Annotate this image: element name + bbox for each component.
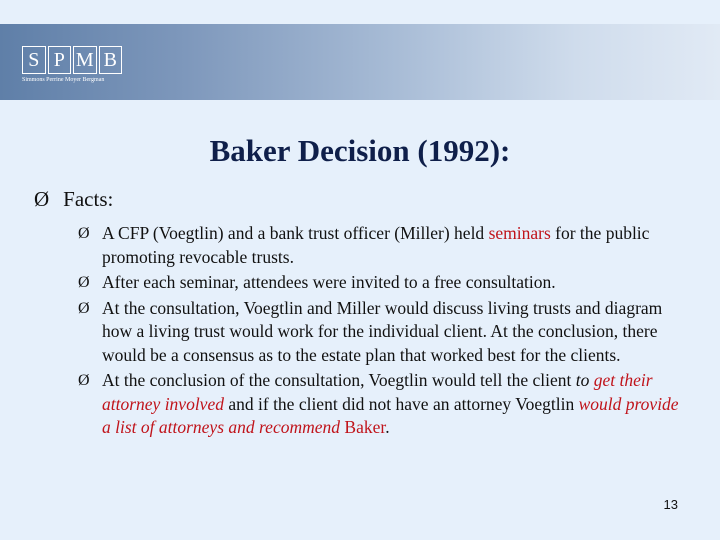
bullet-arrow-icon: Ø (78, 225, 90, 242)
logo-letter: S (22, 46, 46, 74)
sub-bullet (78, 297, 688, 368)
text-run: . (385, 417, 390, 437)
italic-text: to (575, 370, 594, 390)
sub-bullet (78, 271, 688, 295)
bullet-arrow-icon: Ø (78, 299, 90, 317)
highlight-text: seminars (488, 223, 551, 243)
highlight-text: would provide a list of attorneys and recommend (102, 393, 679, 437)
slide-title (0, 133, 720, 169)
text-run: for the public promoting revocable trusts. (102, 223, 650, 267)
page-number: 13 (663, 497, 678, 512)
slide-title-text: Baker Decision (1992): (209, 133, 511, 168)
highlight-text: get their attorney involved (102, 370, 653, 414)
highlight-text: Baker (344, 417, 386, 437)
bullet-arrow-icon: Ø (34, 187, 50, 211)
logo-subtitle: Simmons Perrine Moyer Bergman (22, 77, 105, 83)
text-run: At the conclusion of the consultation, Voegtlin would tell the client (102, 370, 576, 390)
sub-bullet (78, 222, 688, 269)
bullet-level1-text: Facts: (63, 187, 114, 211)
sub-bullet-text: After each seminar, attendees were invited to a free consultation. (102, 272, 556, 292)
text-run: A CFP (Voegtlin) and a bank trust officer (Miller) held (102, 223, 489, 243)
sub-bullet-text: At the consultation, Voegtlin and Miller would discuss living trusts and diagram how a living trust would work for the individual client. At the conclusion, there would be a consensus as to the estate plan that worked best for the clients. (102, 297, 663, 365)
sub-bullet (78, 369, 688, 440)
sub-bullet-text (102, 369, 688, 440)
logo-letter: P (48, 46, 72, 74)
bullet-level1 (34, 187, 113, 212)
logo-letter: M (73, 46, 97, 74)
logo (22, 46, 122, 86)
sub-bullet-text (102, 222, 688, 269)
text-run: and if the client did not have an attorney Voegtlin (223, 393, 579, 414)
bullet-arrow-icon: Ø (78, 372, 90, 389)
logo-letter: B (99, 46, 123, 74)
sub-bullet-list (78, 222, 688, 442)
bullet-arrow-icon: Ø (78, 274, 90, 291)
